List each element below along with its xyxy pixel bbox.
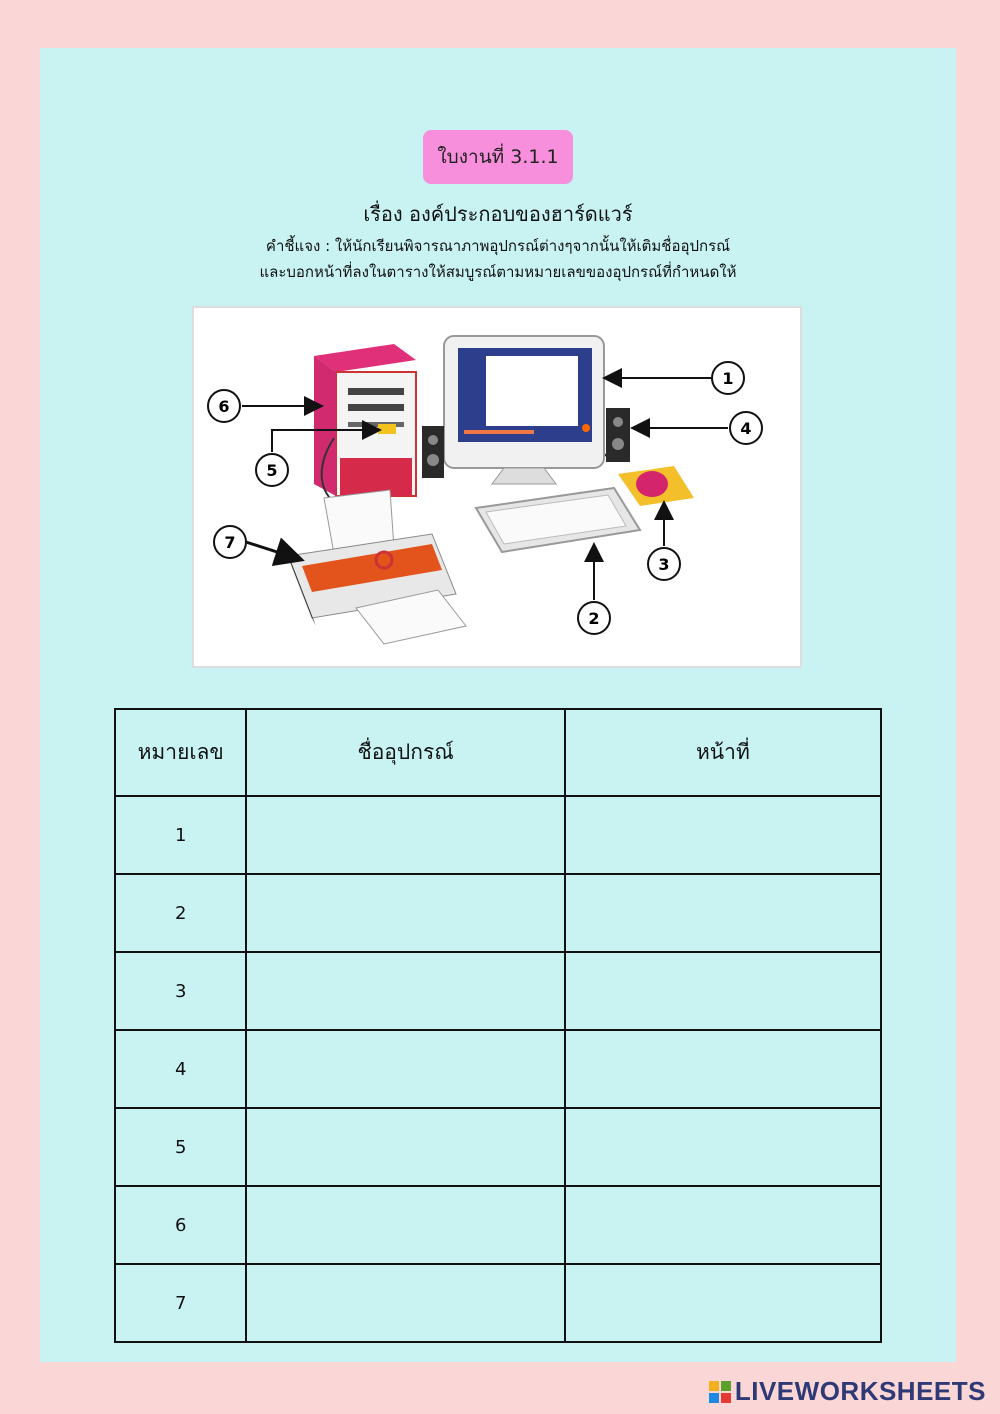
instruction-line-1: คำชี้แจง : ให้นักเรียนพิจารณาภาพอุปกรณ์ต่างๆจากนั้นให้เติมชื่ออุปกรณ์ [265, 237, 731, 255]
table-row [115, 874, 881, 952]
device-name-answer[interactable] [246, 1186, 564, 1264]
device-name-answer[interactable] [246, 1030, 564, 1108]
worksheet-number-badge: ใบงานที่ 3.1.1 [423, 130, 573, 184]
callout-4-label: 4 [740, 419, 752, 438]
device-name-answer[interactable] [246, 1108, 564, 1186]
usb-drive-icon [378, 424, 396, 434]
callout-1-label: 1 [722, 369, 734, 388]
function-answer[interactable] [565, 874, 881, 952]
logo-square [709, 1393, 719, 1403]
liveworksheets-logo[interactable] [709, 1376, 986, 1407]
table-row [115, 952, 881, 1030]
system-unit-icon [314, 344, 416, 496]
row-number: 2 [115, 874, 246, 952]
device-name-answer[interactable] [246, 1264, 564, 1342]
header-number: หมายเลข [115, 709, 246, 796]
monitor-icon [444, 336, 604, 484]
table-row [115, 1186, 881, 1264]
function-answer[interactable] [565, 1030, 881, 1108]
row-number: 4 [115, 1030, 246, 1108]
function-answer[interactable] [565, 1186, 881, 1264]
answer-table [114, 708, 882, 1343]
mouse-icon [618, 466, 694, 506]
logo-square [721, 1393, 731, 1403]
callout-5-label: 5 [266, 461, 278, 480]
row-number: 3 [115, 952, 246, 1030]
brand-text: LIVEWORKSHEETS [734, 1376, 986, 1406]
table-row [115, 1264, 881, 1342]
computer-hardware-illustration [192, 306, 802, 668]
callout-6-label: 6 [218, 397, 230, 416]
header-device-name: ชื่ออุปกรณ์ [246, 709, 564, 796]
device-name-answer[interactable] [246, 796, 564, 874]
function-answer[interactable] [565, 1264, 881, 1342]
instruction-line-2: และบอกหน้าที่ลงในตารางให้สมบูรณ์ตามหมายเลขของอุปกรณ์ที่กำหนดให้ [259, 263, 737, 281]
table-header-row [115, 709, 881, 796]
hardware-diagram [194, 308, 800, 666]
device-name-answer[interactable] [246, 952, 564, 1030]
device-name-answer[interactable] [246, 874, 564, 952]
row-number: 1 [115, 796, 246, 874]
row-number: 7 [115, 1264, 246, 1342]
keyboard-icon [476, 488, 640, 552]
callout-3-label: 3 [658, 555, 670, 574]
worksheet-page [40, 48, 956, 1362]
row-number: 5 [115, 1108, 246, 1186]
callout-7-label: 7 [224, 533, 236, 552]
callout-2-label: 2 [588, 609, 600, 628]
printer-icon [288, 490, 466, 644]
table-row [115, 1108, 881, 1186]
worksheet-subject: เรื่อง องค์ประกอบของฮาร์ดแวร์ [363, 202, 633, 226]
header-function: หน้าที่ [565, 709, 881, 796]
function-answer[interactable] [565, 796, 881, 874]
table-row [115, 1030, 881, 1108]
logo-square [721, 1381, 731, 1391]
table-row [115, 796, 881, 874]
logo-square [709, 1381, 719, 1391]
row-number: 6 [115, 1186, 246, 1264]
function-answer[interactable] [565, 1108, 881, 1186]
function-answer[interactable] [565, 952, 881, 1030]
liveworksheets-logo-icon [709, 1381, 731, 1403]
